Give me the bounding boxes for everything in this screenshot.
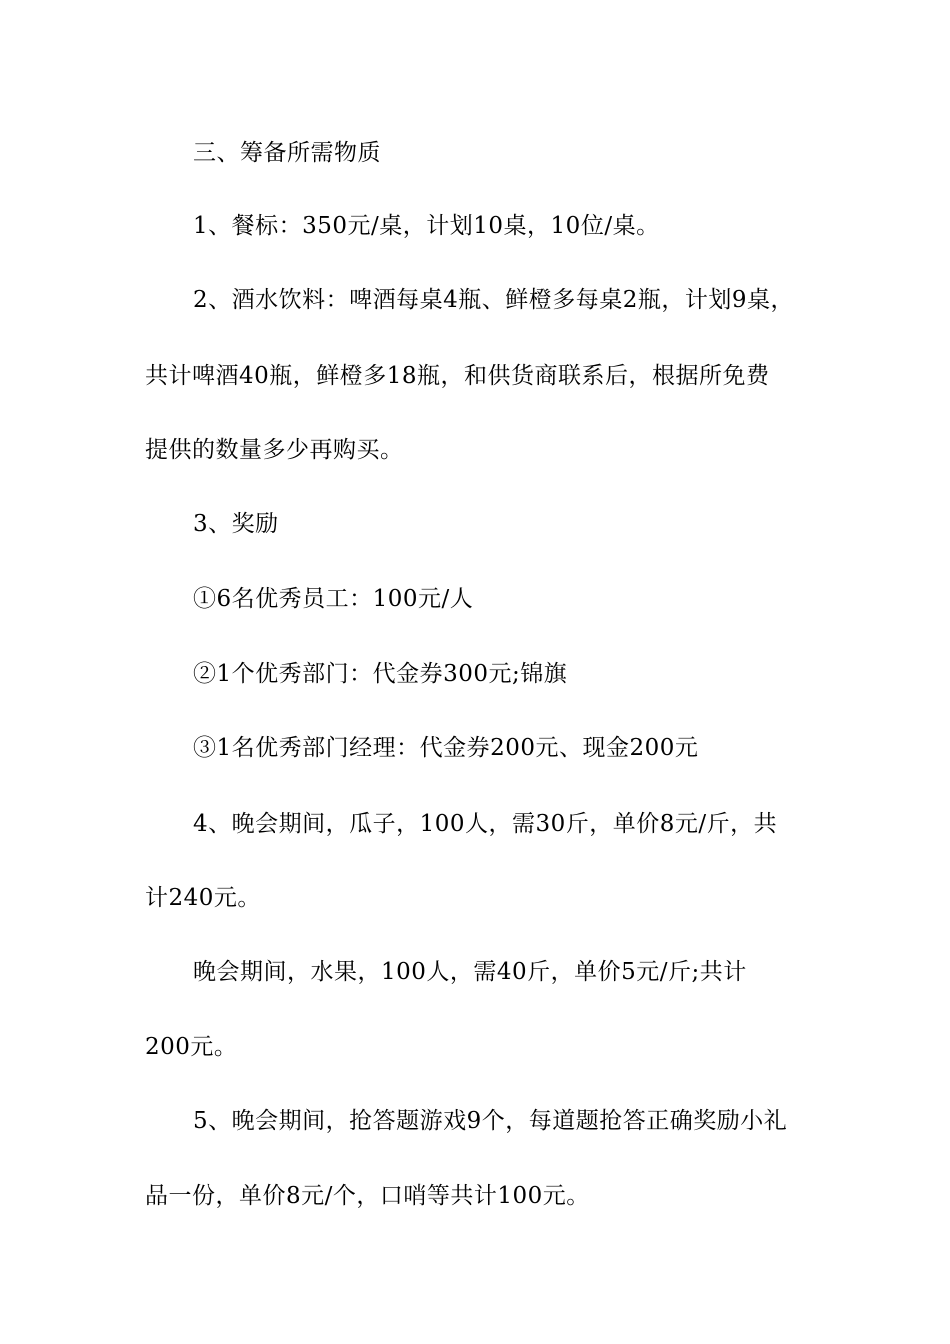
list-item: ③1名优秀部门经理：代金券200元、现金200元 <box>193 735 699 761</box>
paragraph-line: 提供的数量多少再购买。 <box>145 437 404 463</box>
paragraph-line: 200元。 <box>145 1034 238 1060</box>
paragraph-line: 1、餐标：350元/桌，计划10桌，10位/桌。 <box>193 213 660 239</box>
paragraph-line: 计240元。 <box>145 885 261 911</box>
list-item: ②1个优秀部门：代金券300元;锦旗 <box>193 661 568 687</box>
paragraph-line: 5、晚会期间，抢答题游戏9个，每道题抢答正确奖励小礼 <box>193 1108 788 1134</box>
paragraph-line: 晚会期间，水果，100人，需40斤，单价5元/斤;共计 <box>193 959 747 985</box>
paragraph-line: 共计啤酒40瓶，鲜橙多18瓶，和供货商联系后，根据所免费 <box>145 363 770 389</box>
paragraph-line: 2、酒水饮料：啤酒每桌4瓶、鲜橙多每桌2瓶，计划9桌， <box>193 287 795 313</box>
paragraph-line: 3、奖励 <box>193 511 279 537</box>
paragraph-line: 4、晚会期间，瓜子，100人，需30斤，单价8元/斤，共 <box>193 811 778 837</box>
paragraph-line: 品一份，单价8元/个，口哨等共计100元。 <box>145 1183 590 1209</box>
section-heading: 三、筹备所需物质 <box>193 140 381 166</box>
list-item: ①6名优秀员工：100元/人 <box>193 586 474 612</box>
